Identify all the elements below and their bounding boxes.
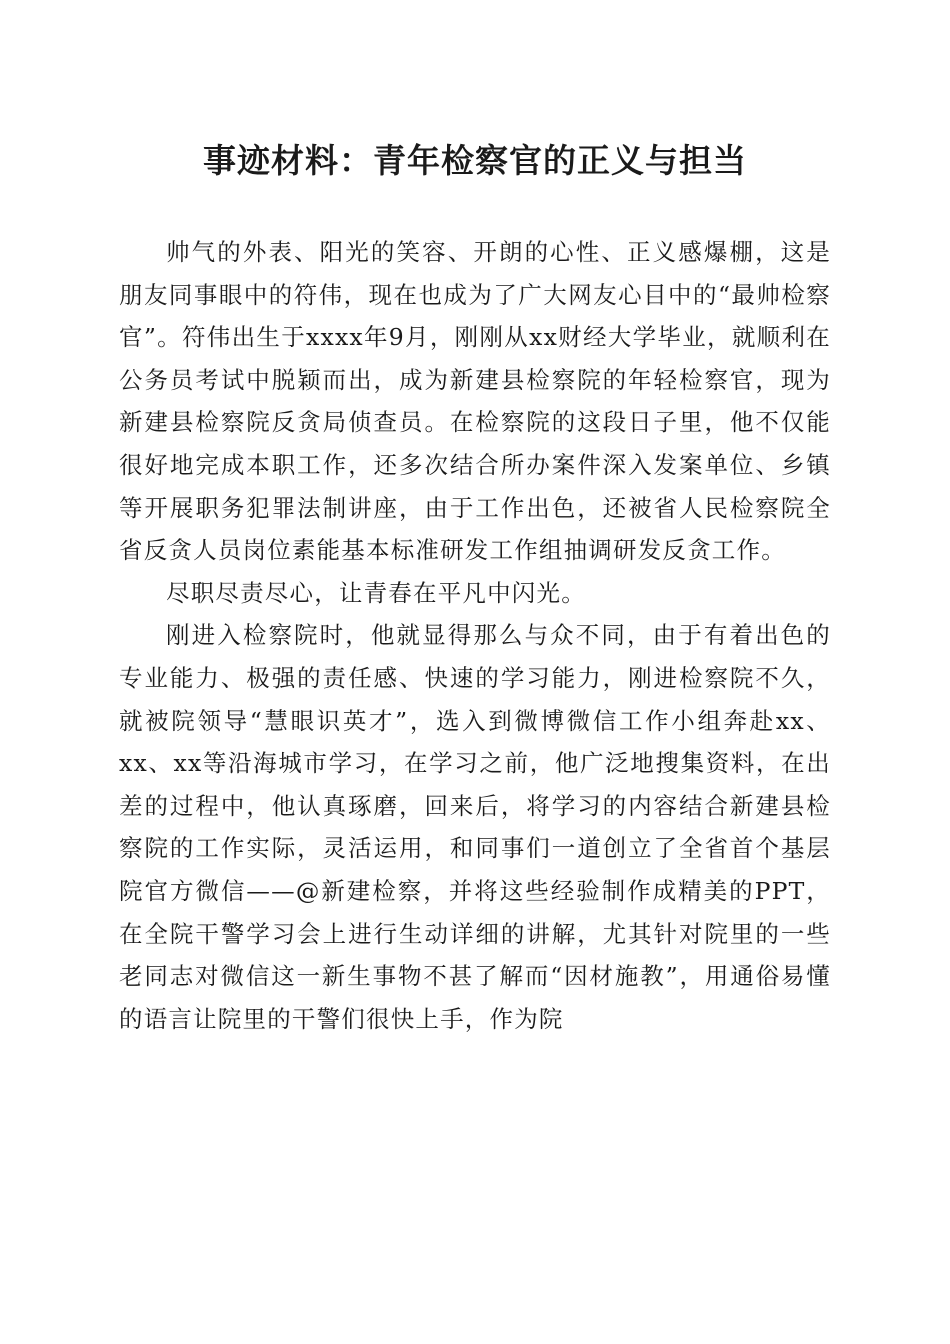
document-title: 事迹材料：青年检察官的正义与担当 [203,141,747,180]
document-body [119,231,831,1040]
paragraph: 尽职尽责尽心，让青春在平凡中闪光。 [166,578,586,607]
paragraph: 帅气的外表、阳光的笑容、开朗的心性、正义感爆棚，这是朋友同事眼中的符伟，现在也成为了广大网友心目中的“最帅检察官”。符伟出生于xxxx年9月，刚刚从xx财经大学毕业，就顺利在公务员考试中脱颖而出，成为新建县检察院的年轻检察官，现为新建县检察院反贪局侦查员。在检察院的这段日子里，他不仅能很好地完成本职工作，还多次结合所办案件深入发案单位、乡镇等开展职务犯罪法制讲座，由于工作出色，还被省人民检察院全省反贪人员岗位素能基本标准研发工作组抽调研发反贪工作。 [119,238,831,565]
paragraph: 刚进入检察院时，他就显得那么与众不同，由于有着出色的专业能力、极强的责任感、快速的学习能力，刚进检察院不久，就被院领导“慧眼识英才”，选入到微博微信工作小组奔赴xx、xx、xx等沿海城市学习，在学习之前，他广泛地搜集资料，在出差的过程中，他认真琢磨，回来后，将学习的内容结合新建县检察院的工作实际，灵活运用，和同事们一道创立了全省首个基层院官方微信——@新建检察，并将这些经验制作成精美的PPT，在全院干警学习会上进行生动详细的讲解，尤其针对院里的一些老同志对微信这一新生事物不甚了解而“因材施教”，用通俗易懂的语言让院里的干警们很快上手，作为院 [119,621,831,1033]
